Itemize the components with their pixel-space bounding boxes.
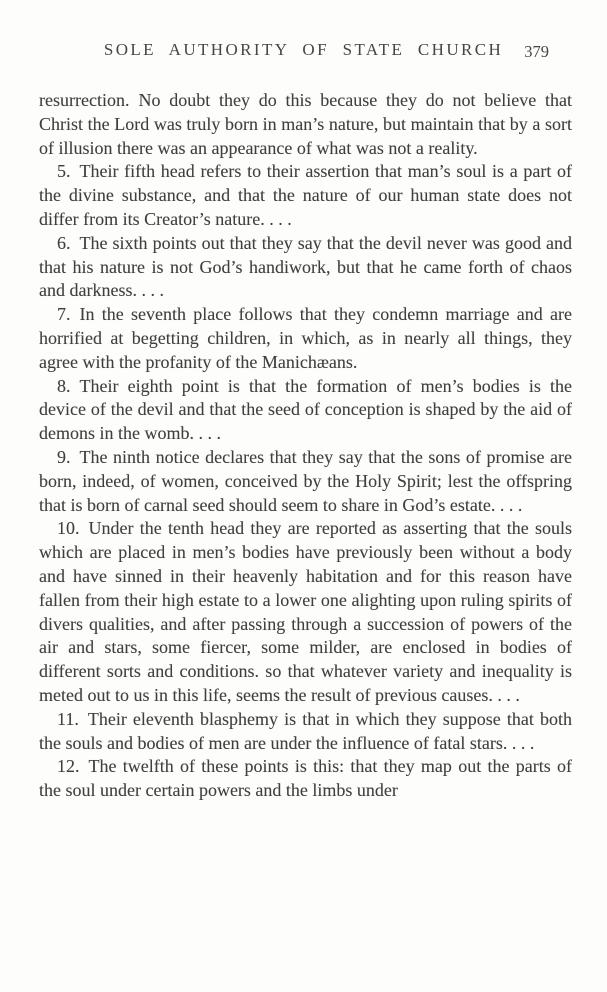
paragraph-point-6: 6. The sixth points out that they say that the devil never was good and that his nature is not God’s handiwork, but that he came forth of chaos and darkness. . . . [39,232,572,301]
paragraph-point-8: 8. Their eighth point is that the formation of men’s bodies is the device of the devil and that the seed of conception is shaped by the aid of demons in the womb. . . . [39,375,572,444]
running-head-title: SOLE AUTHORITY OF STATE CHURCH [103,40,504,59]
page-header [0,0,607,64]
paragraph-point-9: 9. The ninth notice declares that they say that the sons of promise are born, indeed, of women, conceived by the Holy Spirit; lest the offspring that is born of carnal seed should seem to share in God’s estate. . . . [39,446,572,515]
paragraph-point-10: 10. Under the tenth head they are reported as asserting that the souls which are placed in men’s bodies have previously been without a body and have sinned in their heavenly habitation and for this reason have fallen from their high estate to a lower one alighting upon ruling spirits of divers qualities, and after passing through a succession of powers of the air and stars, some fiercer, some milder, are enclosed in bodies of different sorts and conditions. so that whatever variety and inequality is meted out to us in this life, seems the result of previous causes. . . . [39,518,572,705]
page-number: 379 [524,42,549,61]
paragraph-point-7: 7. In the seventh place follows that they condemn marriage and are horrified at begetting children, in which, as in nearly all things, they agree with the profanity of the Manichæans. [39,304,572,372]
paragraph-point-11: 11. Their eleventh blasphemy is that in which they suppose that both the souls and bodies of men are under the influence of fatal stars. . . . [39,708,572,753]
paragraph-point-12: 12. The twelfth of these points is this: that they map out the parts of the soul under certain powers and the limbs under [39,756,572,801]
body-text [39,89,572,803]
paragraph-point-5: 5. Their fifth head refers to their assertion that man’s soul is a part of the divine substance, and that the nature of our human state does not differ from its Creator’s nature. . . . [39,161,572,229]
paragraph-continuation: resurrection. No doubt they do this because they do not believe that Christ the Lord was truly born in man’s nature, but maintain that by a sort of illusion there was an appearance of what was not a reality. [39,90,572,158]
